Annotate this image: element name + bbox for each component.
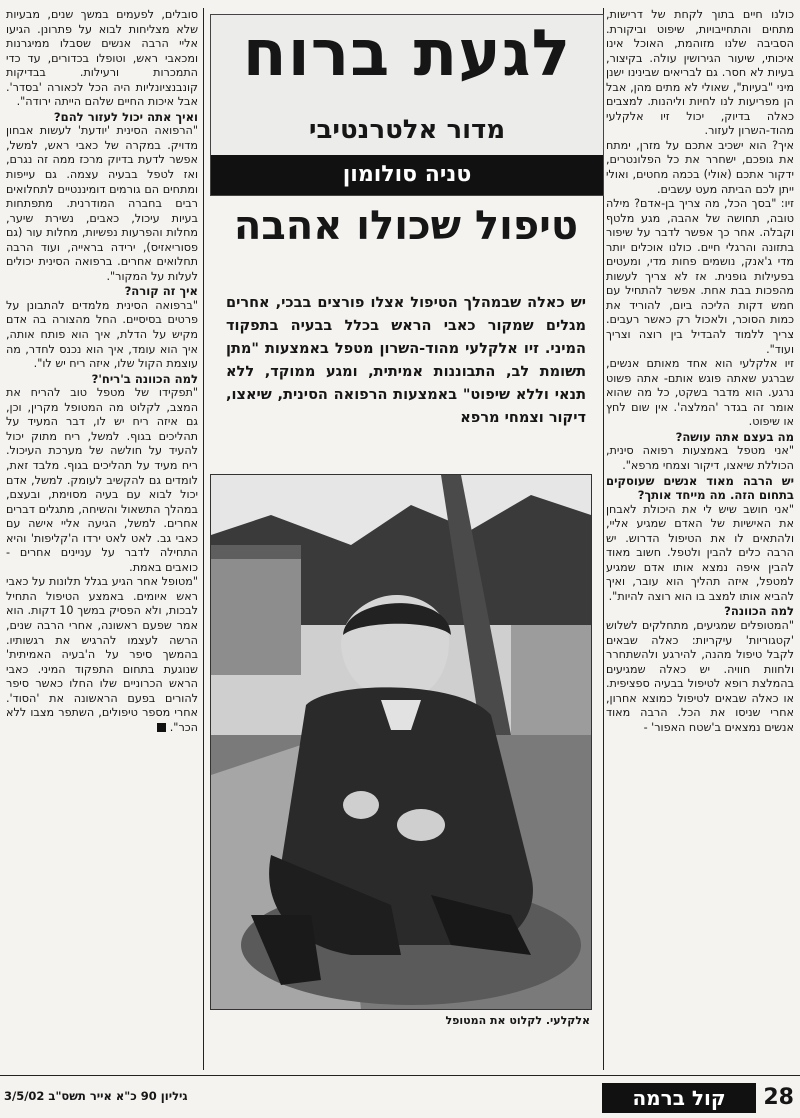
end-of-article-mark xyxy=(157,723,166,732)
author-bar: טניה סולומון xyxy=(211,155,603,195)
left-text-column xyxy=(6,8,198,1070)
right-text-column xyxy=(606,8,794,1070)
body-paragraph: כולנו חיים בתוך לקחת של דרישות, מתחים והתחייבויות, שיפוט וביקורת. הסביבה שלנו מזוהמת, האוכל אינו איכותי, שיעור הגירושין עולה. בקיצור, בעיות לא חסר. גם לבריאים שבינינו ישנן מיני "בעיות", שאולי לא מתים מהן, אבל הן מפריעות לנו לחיות וליהנות. למצבים כאלה בדיוק, יכול זיו אלקלעי מהוד-השרון לעזור. xyxy=(606,8,794,138)
page-footer xyxy=(0,1079,800,1118)
interview-question: למה הכוונה ב'ריח'? xyxy=(91,371,198,386)
body-paragraph: סובלים, לפעמים במשך שנים, מבעיות שלא מצליחות לבוא על פתרונן. הגיעו אליי הרבה אנשים שסבלו ממיגרנות ומכאבי ראש, וטופלו בכדורים, עד כדי התמכרות ורעילות. בבדיקות קונבנציונליות היה הכל לכאורה 'בסדר'. אבל איכות החיים שלהם הייתה ירודה". xyxy=(6,8,198,109)
article-headline: טיפול שכולו אהבה xyxy=(233,203,579,249)
interview-question: ואיך אתה יכול לעזור להם? xyxy=(53,109,198,124)
column-divider xyxy=(203,8,204,1070)
article-deck: יש כאלה שבמהלך הטיפול אצלו פורצים בבכי, אחרים מגלים שמקור כאבי הראש בכלל בבעיה בתפקוד המיני. זיו אלקלעי מהוד-השרון מטפל באמצעות "מתן תשומת לב, התבוננות אמיתית, ומגע ממוקד, ללא תנאי וללא שיפוט" באמצעות הרפואה הסינית, שיאצו, דיקור וצמחי מרפא xyxy=(226,295,586,426)
issue-line: גיליון 90 כ"א אייר תשס"ב 3/5/02 xyxy=(4,1089,188,1103)
body-paragraph: זיו: "בסך הכל, מה צריך בן-אדם? מילה טובה, תחושה של אהבה, מגע מלטף וקבלה. אחר כך אפשר לדבר על שיפור בתזונה והרגלי חיים. כולנו אוכלים יותר מדי ג'אנק, נושמים פחות מדי, ומעטים בפעילות גופנית. אז לא צריך לעשות מהפכות בבת אחת. אפשר להתחיל עם חמש דקות הליכה ביום, להוריד את כמות הסוכר, ולאכול רק כאשר רעבים. צריך ללמוד להבדיל בין רוצה וצריך ועוד". xyxy=(606,197,794,356)
body-paragraph: "אני מטפל באמצעות רפואה סינית, הכוללת שיאצו, דיקור וצמחי מרפא". xyxy=(606,444,794,472)
interview-question: איך זה קורה? xyxy=(124,284,198,299)
body-paragraph: "המטופלים שמגיעים, מתחלקים לשלוש 'קטגוריות' עיקריות: כאלה שבאים לקבל טיפול מהנה, להירגע ולהשתחרר ולחוות חוויה. יש כאלה שמגיעים בהמלצת רופא לטיפול בבעיה ספציפית. או כאלה שבאים לטיפול כמוצא אחרון, אחרי שניסו את הכל. הרבה מאוד אנשים נמצאים ב'שטח האפור' - xyxy=(606,618,794,734)
body-paragraph: "מטופל אחר הגיע בגלל תלונות על כאבי ראש איומים. באמצע הטיפול התחיל לבכות, ולא הפסיק במשך 10 דקות. הוא אמר שפעם ראשונה, אחרי הרבה שנים, הרשה לעצמו להרגיש את רגשותיו. בהמשך סיפר על ה'בעיה האמיתית' שנוגעת בתחום התפקוד המיני. כאבי הראש הכרוניים שלו החלו כאשר סיפר להורים בפעם הראשונה את 'הסוד'. אחרי מספר טיפולים, השתפר מצבו ללא הכר". xyxy=(6,575,198,734)
footer-rule xyxy=(0,1075,800,1076)
body-paragraph: "אני חושב שיש לי את היכולת לאבחן את האישיות של האדם שמגיע אליי, ולהתאים לו את הטיפול הדרוש. יש הרבה כלים להבין ולטפל. חשוב מאוד להבין איפה נמצא אותו אדם שמגיע למטפל, איזה תהליך הוא עובר, ואיך להביא אותו למצב בו הוא רוצה להיות". xyxy=(606,502,794,603)
photo-caption: אלקלעי. לקלוט את המטופל xyxy=(445,1014,590,1027)
interview-question: יש הרבה מאוד אנשים שעוסקים בתחום הזה. מה מייחד אותך? xyxy=(606,473,794,503)
masthead xyxy=(210,14,604,196)
body-paragraph: זיו אלקלעי הוא אחד מאותם אנשים, שברגע שאתה פוגש אותם- אתה פשוט נרגע. הוא מדבר בשקט, כל מה שהוא אומר זה בגדר 'המלצה'. אין שום לחץ או שיפוט. xyxy=(606,357,794,429)
portrait-photo xyxy=(210,474,592,1010)
section-kicker: לגעת ברוח xyxy=(242,17,572,91)
body-paragraph: "ברפואה הסינית מלמדים להתבונן על פרטים בסיסיים. החל מהצורה בה אדם מקיש על הדלת, איך הוא פותח אותה, איך הוא עומד, איך הוא נכנס לחדר, מה עוצמת הקול שלו, איזה ריח יש לו". xyxy=(6,298,198,371)
page-number: 28 xyxy=(763,1085,794,1110)
interview-question: מה בעצם אתה עושה? xyxy=(675,429,794,444)
section-title: מדור אלטרנטיבי xyxy=(308,115,506,145)
body-paragraph: איך? הוא ישכיב אתכם על מזרן, ימתח את גופכם, ישחרר את כל הפלונטרים, ידקור אתכם (אולי) בכמה מחטים, ואולי ייתן לכם הביתה מעט עשבים. xyxy=(606,138,794,196)
body-paragraph: "תפקידו של מטפל טוב להריח את המצב, לקלוט מה המטופל מקרין, וכן, גם איזה ריח יש לו, דבר המעיד על תהליכים בגוף. למשל, ריח מתוק יכול להעיד על חולשה של מערכת העיכול. ריח מעיד על תהליכים בגוף. מלבד זאת, לומדים גם להקשיב לעומק. למשל, אדם יכול לבוא עם בעיה מסוימת, ובעצם, במהלך התשאול והשיחה, מתגלים דברים אחרים. למשל, הגיעה אליי אישה עם כאבי גב. לאט לאט ירדו ה'קליפות' והיא התחילה לדבר על עניינים אחרים - כואבים באמת. xyxy=(6,386,198,574)
newspaper-name: קול ברמה xyxy=(602,1083,756,1113)
interview-question: למה הכוונה? xyxy=(724,604,794,619)
portrait-image xyxy=(211,475,591,1009)
body-paragraph: "הרפואה הסינית 'יודעת' לעשות אבחון מדויק. במקרה של כאבי ראש, למשל, אפשר לדעת בדיוק מרכז ממה זה נגרם, ואז לטפל בבעיה עצמה. גם עייפות ומתחים הם גורמים דומיננטיים לתחלואים רבים בחברה המודרנית. מתפתחות בעיות עיכול, כאבים, נשירת שיער, מחלות והפרעות נפשיות, מחלות עור (גם פסוריאזיס), ירידה בראייה, ועוד הרבה תחלואים אחרים. ברפואה הסינית יכולים לעלות על המקור". xyxy=(6,124,198,283)
